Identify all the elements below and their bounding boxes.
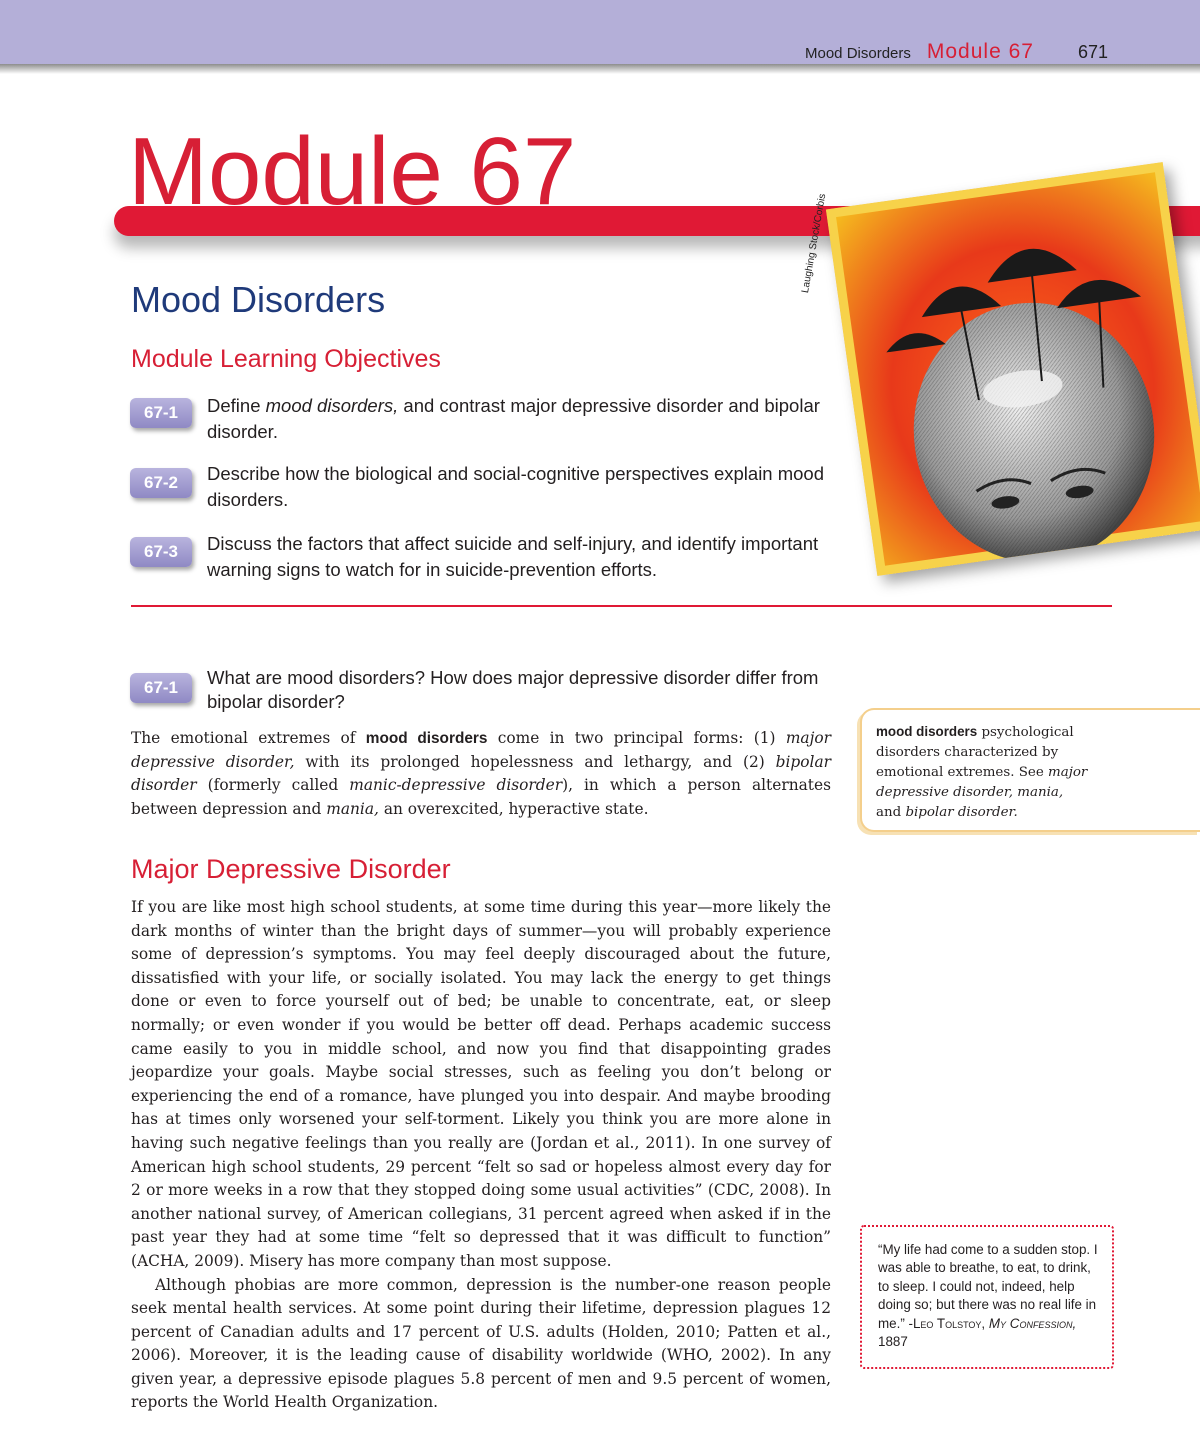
objective-2: Describe how the biological and social-cognitive perspectives explain mood disorders. [207, 463, 825, 510]
intro-paragraph: The emotional extremes of mood disorders come in two principal forms: (1) major depressive disorder, with its prolonged hopelessness and lethargy, and (2) bipolar disorder (formerly called manic-depressive disorder), in which a person alternates between depression and mania, an overexcited, hyperactive state. [131, 729, 831, 818]
focus-question: What are mood disorders? How does major depressive disorder differ from bipolar disorder? [207, 667, 819, 712]
objective-3: Discuss the factors that affect suicide and self-injury, and identify important warning signs to watch for in suicide-prevention efforts. [207, 533, 819, 580]
objectives-heading: Module Learning Objectives [131, 345, 441, 373]
header-shadow [0, 64, 1200, 74]
running-head [805, 40, 1108, 64]
chapter-title: Mood Disorders [131, 279, 386, 320]
section-heading: Major Depressive Disorder [131, 854, 451, 884]
objective-badge-3: 67-3 [130, 537, 192, 567]
page-number: 671 [1077, 42, 1108, 62]
running-head-section: Mood Disorders [805, 45, 911, 62]
body-paragraph-2: Although phobias are more common, depression is the number-one reason people seek mental health services. At some point during their lifetime, depression plagues 12 percent of Canadian adults and 17 percent of U.S. adults (Holden, 2010; Patten et al., 2006). Moreover, it is the leading cause of disability worldwide (WHO, 2002). In any given year, a depressive episode plagues 5.8 percent of men and 9.5 percent of women, reports the World Health Organization. [131, 1275, 831, 1412]
running-head-module: Module 67 [926, 40, 1034, 63]
photo-credit: Laughing Stock/Corbis [800, 192, 829, 294]
objective-1: Define mood disorders, and contrast major depressive disorder and bipolar disorder. [207, 395, 820, 442]
margin-quote: “My life had come to a sudden stop. I was able to breathe, to eat, to drink, to sleep. I could not, indeed, help doing so; but there was no real life in me.” -Leo Tolstoy, My Confession, 1887 [878, 1242, 1098, 1350]
glossary-definition: mood disorders psychological disorders characterized by emotional extremes. See major depressive disorder, mania, and bipolar disorder. [876, 724, 1088, 820]
question-badge: 67-1 [130, 673, 192, 703]
umbrella-head-illustration [826, 162, 1200, 576]
body-paragraph-1: If you are like most high school students, at some time during this year—more likely the dark months of winter than the bright days of summer—you will probably experience some of depression’s symptoms. You may feel deeply discouraged about the future, dissatisfied with your life, or socially isolated. You may lack the energy to get things done or even to force yourself out of bed; be unable to concentrate, eat, or sleep normally; or even wonder if you would be better off dead. Perhaps academic success came easily to you in middle school, and now you find that disappointing grades jeopardize your goals. Maybe social stresses, such as feeling you don’t belong or experiencing the end of a romance, have plunged you into despair. And maybe brooding has at times only worsened your self-torment. Likely you think you are more alone in having such negative feelings than you really are (Jordan et al., 2011). In one survey of American high school students, 29 percent “felt so sad or hopeless almost every day for 2 or more weeks in a row that they stopped doing some usual activities” (CDC, 2008). In another national survey, of American collegians, 31 percent agreed when asked if in the past year they had at some time “felt so depressed that it was difficult to function” (ACHA, 2009). Misery has more company than most suppose. [131, 898, 831, 1270]
objective-badge-2: 67-2 [130, 468, 192, 498]
body-column [131, 896, 831, 1415]
module-title: Module 67 [128, 118, 577, 225]
section-divider [131, 605, 1112, 607]
objective-badge-1: 67-1 [130, 398, 192, 428]
